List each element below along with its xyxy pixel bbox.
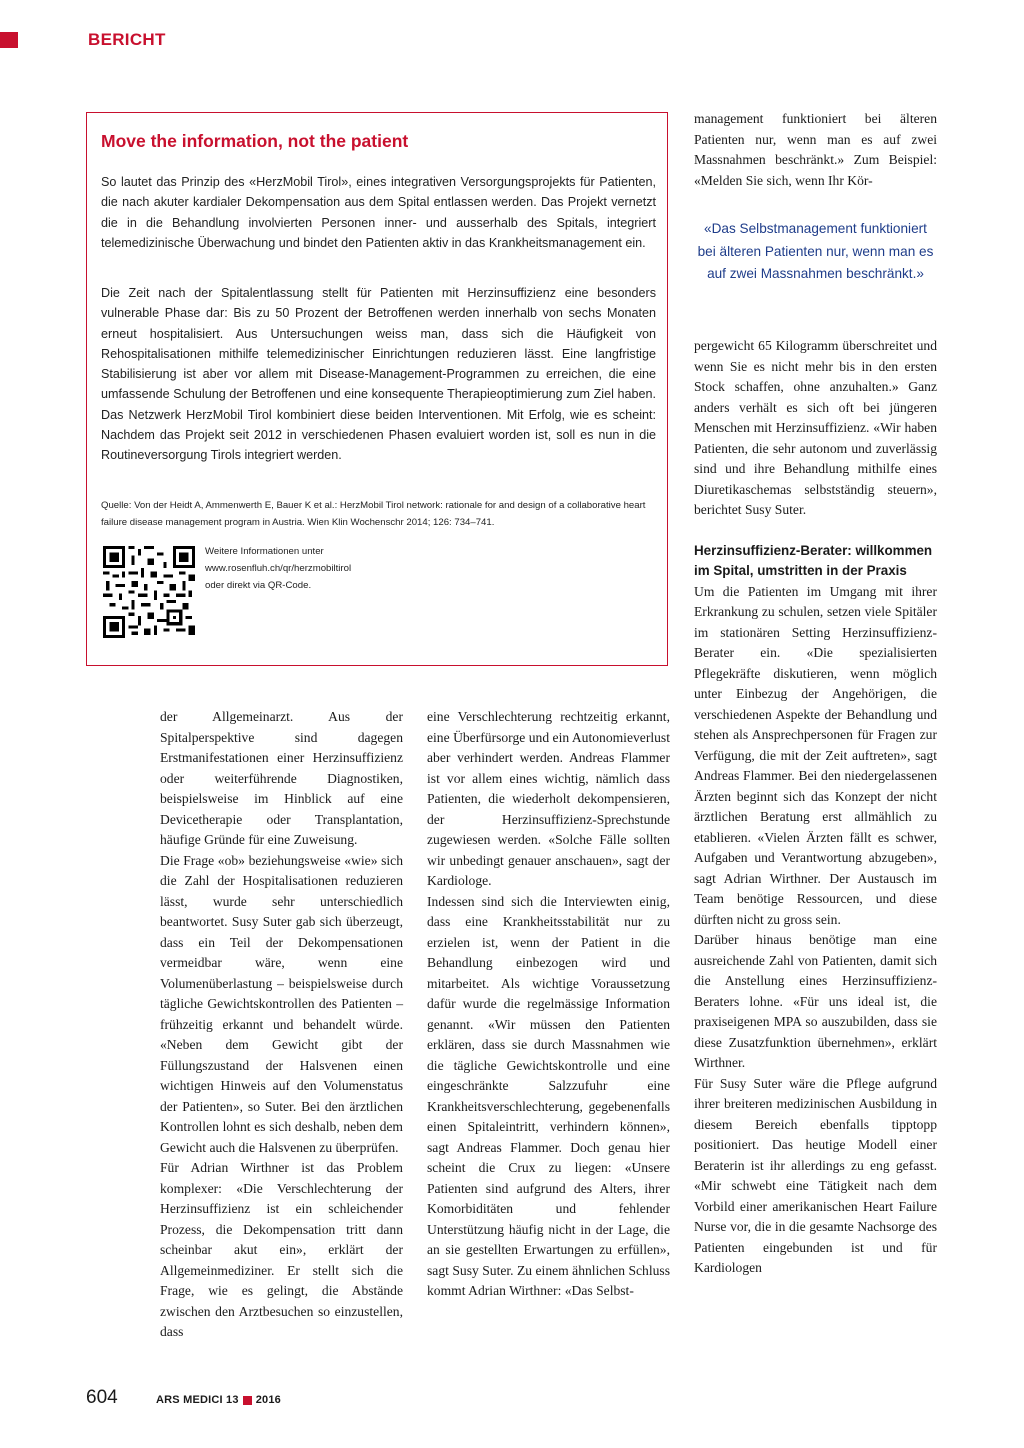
body-paragraph: eine Verschlechterung rechtzeitig erkannt, eine Überfürsorge und ein Autonomieverlust aber verhindert werden. Andreas Flammer ist vor allem eines wichtig, nämlich dass Patienten, die wiederholt dekompensieren, der Herzinsuffizienz-Sprechstunde zugewiesen werden. «Solche Fälle sollten wir unbedingt genauer anschauen», sagt der Kardiologe. [427,709,670,888]
column-right-bottom [694,336,937,1279]
pull-quote: «Das Selbstmanagement funktioniert bei älteren Patienten nur, wenn man es auf zwei Massnahmen beschränkt.» [697,221,934,281]
qr-info-url[interactable]: www.rosenfluh.ch/qr/herzmobiltirol [205,563,352,574]
journal-name: ARS MEDICI 13 [156,1394,239,1406]
body-paragraph: Für Adrian Wirthner ist das Problem komplexer: «Die Verschlechterung der Herzinsuffizienz ist ein schleichender Prozess, die Dekompensation tritt dann scheinbar akut ein», erklärt der Allgemeinmediziner. Er stellt sich die Frage, wie es gelingt, die Abstände zwischen den Arztbesuchen so einzustellen, dass [160,1160,403,1339]
info-box [86,112,668,666]
column-right-top [694,109,937,191]
column-left [160,707,403,1343]
body-paragraph: Indessen sind sich die Interviewten einig, dass eine Krankheitsstabilität nur zu erzielen ist, wenn der Patient in die Behandlung einbezogen wird und mitarbeitet. Als wichtige Voraussetzung dafür wurde die regelmässige Information genannt. «Wir müssen den Patienten erklären, dass sie durch Massnahmen wie die tägliche Gewichtskontrolle und eine eingeschränkte Salzzufuhr eine Krankheitsverschlechterung, gegebenenfalls einen Spitaleintritt, verhindern können», sagt Andreas Flammer. Doch genau hier scheint die Crux zu liegen: «Unsere Patienten sind aufgrund des Alters, ihrer Komorbiditäten und fehlender Unterstützung häufig nicht in der Lage, die an sie gestellten Erwartungen zu erfüllen», sagt Susy Suter. Zu einem ähnlichen Schluss kommt Adrian Wirthner: «Das Selbst- [427,893,670,1298]
column-middle [427,707,670,1302]
journal-year: 2016 [255,1394,281,1406]
qr-info-line: oder direkt via QR-Code. [205,580,312,591]
qr-info-line: Weitere Informationen unter [205,546,324,557]
page-number: 604 [86,1387,118,1408]
body-paragraph: Die Frage «ob» beziehungsweise «wie» sich die Zahl der Hospitalisationen reduzieren lässt, wurde sehr unterschiedlich beantwortet. Susy Suter gab sich überzeugt, dass ein Teil der Dekompensationen vermeidbar wäre, wenn eine Volumenüberlastung – beispielsweise durch tägliche Gewichtskontrollen des Patienten – frühzeitig erkannt und behandelt würde. «Neben dem Gewicht gibt der Füllungszustand der Halsvenen einen wichtigen Hinweis auf den Volumenstatus der Patienten», so Suter. Bei den ärztlichen Kontrollen lohnt es sich deshalb, neben dem Gewicht auch die Halsvenen zu überprüfen. [160,852,403,1155]
body-paragraph: Um die Patienten im Umgang mit ihrer Erkrankung zu schulen, setzen viele Spitäler im stationären Setting Herzinsuffizienz-Berater ein. «Die spezialisierten Pflegekräfte diskutieren, wenn möglich unter Einbezug der Angehörigen, die verschiedenen Aspekte der Behandlung und stehen als Ansprechpersonen für Fragen zur Verfügung, die mit der Zeit auftreten», sagt Andreas Flammer. Bei den niedergelassenen Ärzten beginnt sich das Konzept der nicht ärztlichen Beratung erst allmählich zu etablieren. «Vielen Ärzten fällt es schwer, Aufgaben und Verantwortung abzugeben», sagt Adrian Wirthner. Der Austausch im Team benötige Ressourcen, und diese dürften nicht zu gross sein. [694,583,937,927]
body-paragraph: Darüber hinaus benötige man eine ausreichende Zahl von Patienten, damit sich die Anstellung eines Herzinsuffizienz-Beraters lohne. «Für uns ideal ist, die praxiseigenen MPA so auszubilden, dass sie diese Zusatzfunktion übernehmen», erklärt Wirthner. [694,932,937,1070]
info-box-title: Move the information, not the patient [101,131,409,151]
qr-info [205,543,351,594]
footer-square-icon [243,1396,252,1405]
body-paragraph: Für Susy Suter wäre die Pflege aufgrund ihrer breiteren medizinischen Ausbildung in diesem Bereich ebenfalls tipptopp positioniert. Das heutige Modell einer Beraterin ist ihr allerdings zu eng gefasst. «Mir schwebt eine Tätigkeit nach dem Vorbild einer amerikanischen Heart Failure Nurse vor, die in die gesamte Nachsorge des Patienten eingebunden ist und für Kardiologen [694,1075,937,1275]
section-label: BERICHT [88,30,166,49]
subheading: Herzinsuffizienz-Berater: willkommen im Spital, umstritten in der Praxis [694,542,933,578]
info-box-source: Quelle: Von der Heidt A, Ammenwerth E, Bauer K et al.: HerzMobil Tirol network: rationale for and design of a collaborative heart failure disease management program in Austria. Wien Klin Wochenschr 2014; 126: 734–741. [101,500,646,528]
section-marker [0,32,18,48]
body-paragraph: der Allgemeinarzt. Aus der Spitalperspektive sind dagegen Erstmanifestationen einer Herzinsuffizienz oder weiterführende Diagnostiken, beispielsweise im Hinblick auf eine Devicetherapie oder Transplantation, häufige Gründe für eine Zuweisung. [160,709,403,847]
info-box-paragraph: Die Zeit nach der Spitalentlassung stellt für Patienten mit Herzinsuffizienz eine besonders vulnerable Phase dar: Bis zu 50 Prozent der Betroffenen werden innerhalb von sechs Monaten erneut hospitalisiert. Aus Untersuchungen weiss man, dass sich die Häufigkeit von Rehospitalisationen mithilfe telemedizinischer Einrichtungen reduzieren lässt. Eine langfristige Stabilisierung ist aber vor allem mit Disease-Management-Programmen zu erreichen, die eine umfassende Schulung der Betroffenen und eine konsequente Therapieoptimierung zum Ziel haben. Das Netzwerk HerzMobil Tirol kombiniert diese beiden Interventionen. Mit Erfolg, wie es scheint: Nachdem das Projekt seit 2012 in verschiedenen Phasen evaluiert worden ist, soll es nun in die Routineversorgung Tirols integriert werden. [101,286,656,463]
body-paragraph: management funktioniert bei älteren Patienten nur, wenn man es auf zwei Massnahmen beschränkt.» Zum Beispiel: «Melden Sie sich, wenn Ihr Kör- [694,111,937,188]
info-box-paragraph: So lautet das Prinzip des «HerzMobil Tirol», eines integrativen Versorgungsprojekts für Patienten, die nach akuter kardialer Dekompensation aus dem Spital entlassen werden. Das Projekt vernetzt die in die Behandlung involvierten Personen inner- und ausserhalb des Spitals, integriert telemedizinische Überwachung und bindet den Patienten aktiv in das Krankheitsmanagement ein. [101,175,656,250]
footer-journal [156,1394,281,1406]
qr-code[interactable] [103,546,195,638]
body-paragraph: pergewicht 65 Kilogramm überschreitet und wenn Sie es nicht mehr bis in den ersten Stock schaffen, ohne anzuhalten.» Ganz anders verhält es sich oft bei jüngeren Menschen mit Herzinsuffizienz. «Wir haben Patienten, die sehr autonom und zuverlässig sind und ihre Behandlung mithilfe eines Diuretikaschemas selbstständig steuern», berichtet Susy Suter. [694,338,937,517]
